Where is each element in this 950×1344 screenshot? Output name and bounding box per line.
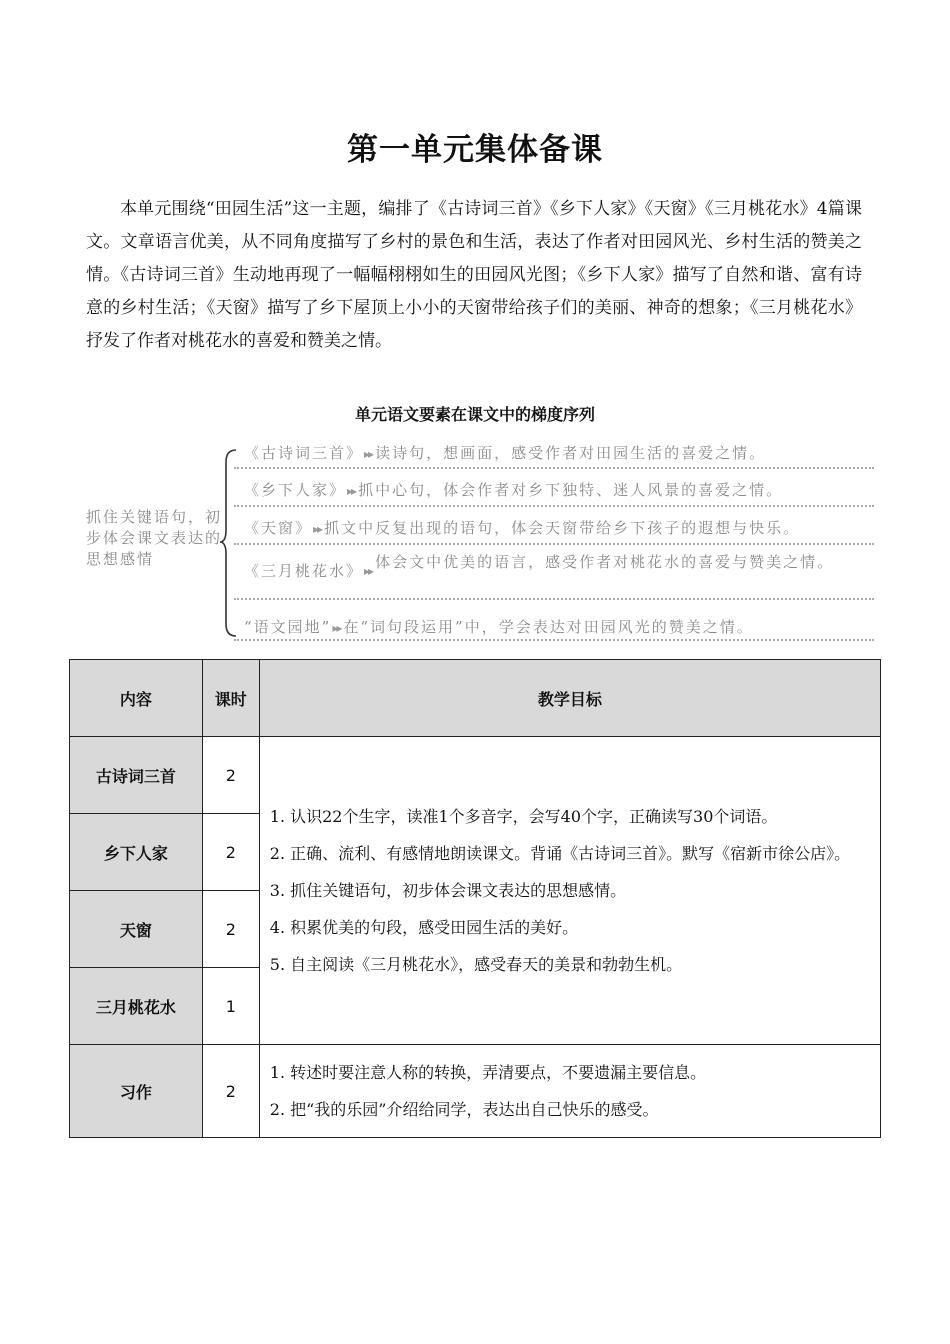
map-row [244,616,884,637]
divider [234,639,874,641]
goal-item: 3. 抓住关键语句，初步体会课文表达的思想感情。 [269,880,627,900]
table-row [70,1045,881,1138]
divider [234,598,874,600]
lesson-plan-table [69,659,881,1138]
map-row [244,442,884,463]
writing-goals-cell [259,1045,880,1138]
map-text: 抓中心句，体会作者对乡下独特、迷人风景的喜爱之情。 [358,481,784,499]
lesson-hours: 2 [202,814,259,891]
intro-paragraph: 本单元围绕“田园生活”这一主题，编排了《古诗词三首》《乡下人家》《天窗》《三月桃花水》4篇课文。文章语言优美，从不同角度描写了乡村的景色和生活，表达了作者对田园风光、乡村生活的赞美之情。《古诗词三首》生动地再现了一幅幅栩栩如生的田园风光图；《乡下人家》描写了自然和谐、富有诗意的乡村生活；《天窗》描写了乡下屋顶上小小的天窗带给孩子们的美丽、神奇的想象；《三月桃花水》抒发了作者对桃花水的喜爱和赞美之情。 [86,199,862,351]
map-lesson: 《天窗》 [244,519,313,537]
lesson-hours: 1 [202,968,259,1045]
map-lesson: “语文园地” [244,618,332,636]
lesson-name: 习作 [70,1045,203,1138]
header-content: 内容 [70,660,203,737]
goal-item: 4. 积累优美的句段，感受田园生活的美好。 [269,917,579,937]
lesson-hours: 2 [202,1045,259,1138]
arrow-icon: ▸▸ [364,447,373,461]
header-goals: 教学目标 [259,660,880,737]
divider [234,505,874,507]
arrow-icon: ▸▸ [332,621,341,635]
table-header-row [70,660,881,737]
goal-item: 5. 自主阅读《三月桃花水》，感受春天的美景和勃勃生机。 [269,954,683,974]
lesson-name: 三月桃花水 [70,968,203,1045]
map-row [244,553,884,580]
map-lesson: 《古诗词三首》 [244,444,364,462]
divider [234,543,874,545]
goal-item: 2. 正确、流利、有感情地朗读课文。背诵《古诗词三首》。默写《宿新市徐公店》。 [269,843,851,863]
map-text: 读诗句，想画面，感受作者对田园生活的喜爱之情。 [375,444,767,462]
page-title: 第一单元集体备课 [347,132,603,168]
goal-item: 1. 转述时要注意人称的转换，弄清要点，不要遗漏主要信息。 [269,1062,707,1082]
map-lesson: 《三月桃花水》 [244,562,364,580]
header-hours: 课时 [202,660,259,737]
lesson-name: 古诗词三首 [70,737,203,814]
goal-item: 2. 把“我的乐园”介绍给同学，表达出自己快乐的感受。 [269,1099,659,1119]
goal-item: 1. 认识22个生字，读准1个多音字，会写40个字，正确读写30个词语。 [269,806,778,826]
map-text: 在“词句段运用”中，学会表达对田园风光的赞美之情。 [343,618,754,636]
map-row [244,479,884,500]
map-text: 体会文中优美的语言，感受作者对桃花水的喜爱与赞美之情。 [375,553,835,571]
arrow-icon: ▸▸ [313,522,322,536]
map-text: 抓文中反复出现的语句，体会天窗带给乡下孩子的遐想与快乐。 [324,519,801,537]
map-lesson: 《乡下人家》 [244,481,347,499]
divider [234,467,874,469]
map-row [244,517,884,538]
map-root-label: 抓住关键语句，初步体会课文表达的思想感情 [86,508,223,568]
lesson-hours: 2 [202,891,259,968]
unit-goals-cell [259,737,880,1045]
table-row [70,737,881,814]
map-title: 单元语文要素在课文中的梯度序列 [354,405,595,424]
arrow-icon: ▸▸ [347,484,356,498]
lesson-name: 乡下人家 [70,814,203,891]
lesson-name: 天窗 [70,891,203,968]
arrow-icon: ▸▸ [364,564,373,578]
lesson-hours: 2 [202,737,259,814]
